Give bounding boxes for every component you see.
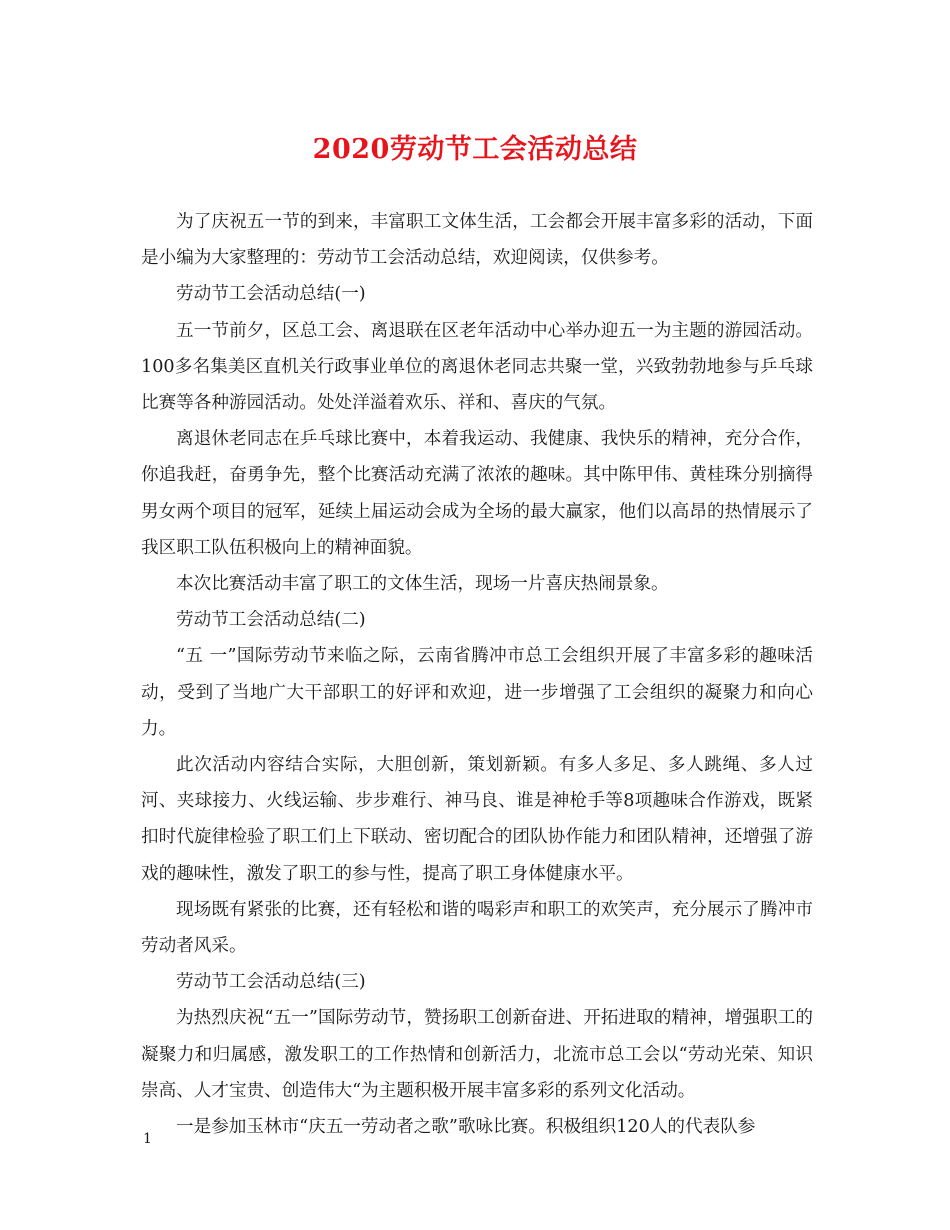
section-heading-2: 劳动节工会活动总结(二): [176, 610, 366, 631]
document-title: 2020劳动节工会活动总结: [312, 134, 638, 165]
document-body: [141, 204, 813, 1145]
body-paragraph: 五一节前夕，区总工会、离退联在区老年活动中心举办迎五一为主题的游园活动。100多名集美区直机关行政事业单位的离退休老同志共聚一堂，兴致勃勃地参与乒乓球比赛等各种游园活动。处处洋溢着欢乐、祥和、喜庆的气氛。: [141, 320, 813, 414]
section-heading-3: 劳动节工会活动总结(三): [176, 972, 366, 993]
intro-paragraph: 为了庆祝五一节的到来，丰富职工文体生活，工会都会开展丰富多彩的活动，下面是小编为大家整理的：劳动节工会活动总结，欢迎阅读，仅供参考。: [141, 212, 813, 269]
body-paragraph: 离退休老同志在乒乓球比赛中，本着我运动、我健康、我快乐的精神，充分合作，你追我赶，奋勇争先，整个比赛活动充满了浓浓的趣味。其中陈甲伟、黄桂珠分别摘得男女两个项目的冠军，延续上届运动会成为全场的最大赢家，他们以高昂的热情展示了我区职工队伍积极向上的精神面貌。: [141, 429, 813, 558]
section-heading-1: 劳动节工会活动总结(一): [176, 284, 366, 305]
page-number: 1: [143, 1131, 152, 1147]
body-paragraph: 此次活动内容结合实际，大胆创新，策划新颖。有多人多足、多人跳绳、多人过河、夹球接力、火线运输、步步难行、神马良、谁是神枪手等8项趣味合作游戏，既紧扣时代旋律检验了职工们上下联动、密切配合的团队协作能力和团队精神，还增强了游戏的趣味性，激发了职工的参与性，提高了职工身体健康水平。: [141, 755, 813, 884]
body-paragraph: “五 一”国际劳动节来临之际，云南省腾冲市总工会组织开展了丰富多彩的趣味活动，受到了当地广大干部职工的好评和欢迎，进一步增强了工会组织的凝聚力和向心力。: [141, 646, 813, 739]
body-paragraph: 为热烈庆祝“五一”国际劳动节，赞扬职工创新奋进、开拓进取的精神，增强职工的凝聚力和归属感，激发职工的工作热情和创新活力，北流市总工会以“劳动光荣、知识崇高、人才宝贵、创造伟大“为主题积极开展丰富多彩的系列文化活动。: [141, 1008, 813, 1101]
body-paragraph: 一是参加玉林市“庆五一劳动者之歌”歌咏比赛。积极组织120人的代表队参: [176, 1117, 756, 1138]
body-paragraph: 本次比赛活动丰富了职工的文体生活，现场一片喜庆热闹景象。: [176, 574, 669, 595]
body-paragraph: 现场既有紧张的比赛，还有轻松和谐的喝彩声和职工的欢笑声，充分展示了腾冲市劳动者风采。: [141, 899, 813, 957]
